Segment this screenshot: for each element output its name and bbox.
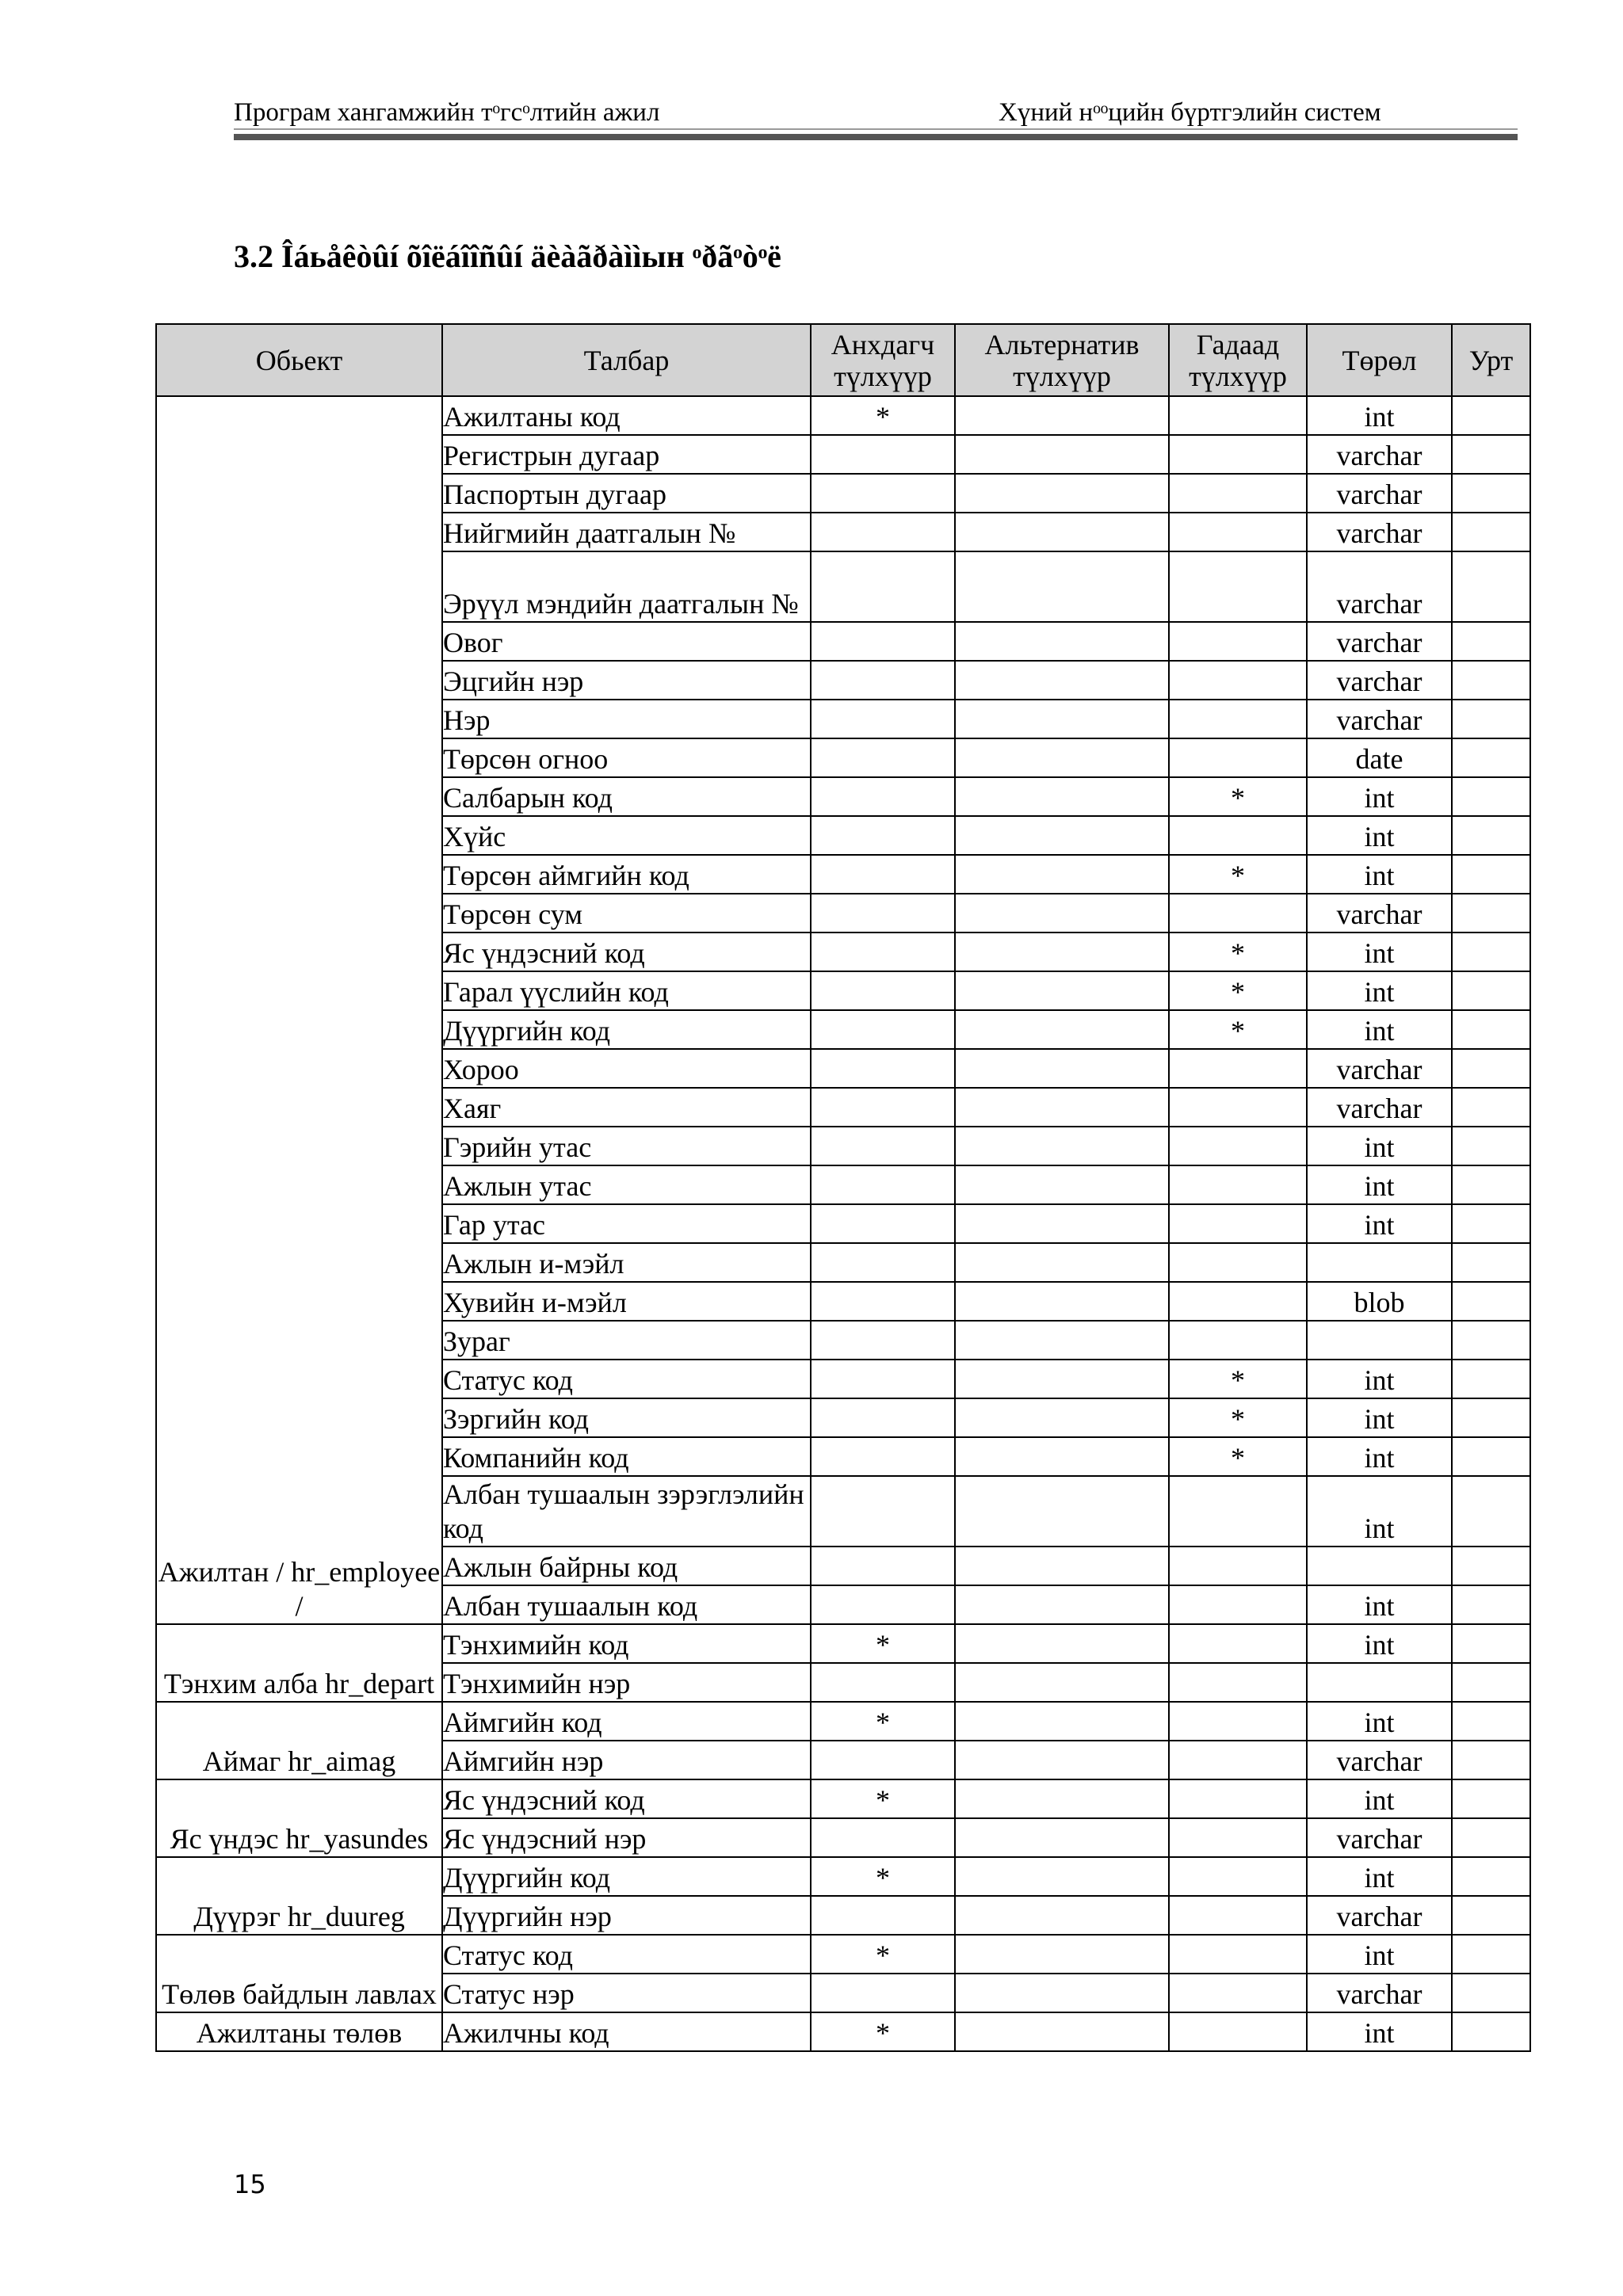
header-rule-thick <box>234 134 1518 140</box>
type-cell: varchar <box>1307 894 1452 933</box>
type-cell: varchar <box>1307 513 1452 551</box>
primary-key-cell: * <box>811 1702 955 1741</box>
length-cell <box>1452 971 1530 1010</box>
type-cell: int <box>1307 1165 1452 1204</box>
length-cell <box>1452 551 1530 622</box>
type-cell: varchar <box>1307 435 1452 474</box>
field-cell: Паспортын дугаар <box>442 474 811 513</box>
page-header <box>234 93 1518 132</box>
section-heading: 3.2 Îáьåêòûí õîëáîîñûí äèàãðàììын ᵒðãᵒòᵒë <box>234 238 781 274</box>
field-cell: Ажлын байрны код <box>442 1547 811 1585</box>
foreign-key-cell <box>1169 1702 1307 1741</box>
alternate-key-cell <box>955 971 1169 1010</box>
foreign-key-cell <box>1169 1663 1307 1702</box>
primary-key-cell <box>811 1243 955 1282</box>
type-cell: int <box>1307 1127 1452 1165</box>
foreign-key-cell: * <box>1169 1010 1307 1049</box>
type-cell: int <box>1307 1779 1452 1818</box>
type-cell: varchar <box>1307 1896 1452 1935</box>
type-cell: varchar <box>1307 1088 1452 1127</box>
header-left-title: Програм хангамжийн тᵒгсᵒлтийн ажил <box>234 98 660 127</box>
length-cell <box>1452 1779 1530 1818</box>
length-cell <box>1452 1282 1530 1321</box>
primary-key-cell <box>811 1585 955 1624</box>
length-cell <box>1452 1935 1530 1974</box>
object-cell: Тэнхим алба hr_depart <box>156 1624 442 1702</box>
length-cell <box>1452 1398 1530 1437</box>
primary-key-cell <box>811 1398 955 1437</box>
alternate-key-cell <box>955 1321 1169 1360</box>
field-cell: Яс үндэсний нэр <box>442 1818 811 1857</box>
field-cell: Дүүргийн код <box>442 1010 811 1049</box>
field-cell: Ажилтаны код <box>442 396 811 435</box>
field-cell: Ажлын и-мэйл <box>442 1243 811 1282</box>
primary-key-cell <box>811 700 955 738</box>
primary-key-cell <box>811 1476 955 1547</box>
field-cell: Тэнхимийн нэр <box>442 1663 811 1702</box>
foreign-key-cell <box>1169 1476 1307 1547</box>
length-cell <box>1452 1547 1530 1585</box>
foreign-key-cell <box>1169 1585 1307 1624</box>
type-cell: varchar <box>1307 622 1452 661</box>
alternate-key-cell <box>955 474 1169 513</box>
type-cell: int <box>1307 1935 1452 1974</box>
field-cell: Хувийн и-мэйл <box>442 1282 811 1321</box>
header-row <box>156 324 1530 396</box>
foreign-key-cell <box>1169 1741 1307 1779</box>
type-cell: int <box>1307 1476 1452 1547</box>
alternate-key-cell <box>955 435 1169 474</box>
col-header-object: Обьект <box>156 324 442 396</box>
object-cell: Ажилтан / hr_employee / <box>156 396 442 1624</box>
type-cell: int <box>1307 933 1452 971</box>
foreign-key-cell <box>1169 435 1307 474</box>
field-cell: Зэргийн код <box>442 1398 811 1437</box>
primary-key-cell <box>811 622 955 661</box>
alternate-key-cell <box>955 1585 1169 1624</box>
col-header-alternate-key: Альтернатив түлхүүр <box>955 324 1169 396</box>
primary-key-cell <box>811 933 955 971</box>
type-cell <box>1307 1663 1452 1702</box>
length-cell <box>1452 1896 1530 1935</box>
alternate-key-cell <box>955 1127 1169 1165</box>
alternate-key-cell <box>955 1935 1169 1974</box>
foreign-key-cell <box>1169 2012 1307 2051</box>
foreign-key-cell <box>1169 738 1307 777</box>
field-cell: Ажлын утас <box>442 1165 811 1204</box>
length-cell <box>1452 1088 1530 1127</box>
alternate-key-cell <box>955 1547 1169 1585</box>
alternate-key-cell <box>955 855 1169 894</box>
alternate-key-cell <box>955 1360 1169 1398</box>
length-cell <box>1452 1663 1530 1702</box>
foreign-key-cell: * <box>1169 971 1307 1010</box>
field-cell: Дүүргийн нэр <box>442 1896 811 1935</box>
primary-key-cell: * <box>811 1857 955 1896</box>
table-row <box>156 1779 1530 1818</box>
field-cell: Компанийн код <box>442 1437 811 1476</box>
length-cell <box>1452 1321 1530 1360</box>
length-cell <box>1452 1127 1530 1165</box>
alternate-key-cell <box>955 661 1169 700</box>
foreign-key-cell: * <box>1169 855 1307 894</box>
alternate-key-cell <box>955 1857 1169 1896</box>
type-cell: int <box>1307 1437 1452 1476</box>
type-cell: int <box>1307 1585 1452 1624</box>
primary-key-cell <box>811 894 955 933</box>
primary-key-cell: * <box>811 1935 955 1974</box>
alternate-key-cell <box>955 1974 1169 2012</box>
alternate-key-cell <box>955 1437 1169 1476</box>
alternate-key-cell <box>955 933 1169 971</box>
type-cell: blob <box>1307 1282 1452 1321</box>
alternate-key-cell <box>955 396 1169 435</box>
field-cell: Гэрийн утас <box>442 1127 811 1165</box>
type-cell: int <box>1307 2012 1452 2051</box>
primary-key-cell <box>811 971 955 1010</box>
length-cell <box>1452 396 1530 435</box>
length-cell <box>1452 738 1530 777</box>
foreign-key-cell: * <box>1169 777 1307 816</box>
alternate-key-cell <box>955 738 1169 777</box>
field-cell: Эцгийн нэр <box>442 661 811 700</box>
primary-key-cell <box>811 1049 955 1088</box>
foreign-key-cell <box>1169 1818 1307 1857</box>
field-cell: Хороо <box>442 1049 811 1088</box>
primary-key-cell <box>811 1165 955 1204</box>
field-cell: Төрсөн сум <box>442 894 811 933</box>
primary-key-cell <box>811 1974 955 2012</box>
foreign-key-cell <box>1169 474 1307 513</box>
alternate-key-cell <box>955 1476 1169 1547</box>
length-cell <box>1452 1243 1530 1282</box>
foreign-key-cell <box>1169 1779 1307 1818</box>
foreign-key-cell <box>1169 1204 1307 1243</box>
header-right-title: Хүний нᵒᵒцийн бүртгэлийн систем <box>999 98 1381 127</box>
length-cell <box>1452 1476 1530 1547</box>
alternate-key-cell <box>955 1398 1169 1437</box>
foreign-key-cell <box>1169 513 1307 551</box>
primary-key-cell <box>811 661 955 700</box>
type-cell: int <box>1307 816 1452 855</box>
length-cell <box>1452 1741 1530 1779</box>
type-cell: varchar <box>1307 1741 1452 1779</box>
foreign-key-cell <box>1169 396 1307 435</box>
foreign-key-cell <box>1169 816 1307 855</box>
field-cell: Эрүүл мэндийн даатгалын № <box>442 551 811 622</box>
col-header-primary-key: Анхдагч түлхүүр <box>811 324 955 396</box>
object-cell: Ажилтаны төлөв <box>156 2012 442 2051</box>
foreign-key-cell: * <box>1169 1437 1307 1476</box>
alternate-key-cell <box>955 551 1169 622</box>
type-cell: int <box>1307 971 1452 1010</box>
type-cell: varchar <box>1307 551 1452 622</box>
primary-key-cell <box>811 1663 955 1702</box>
alternate-key-cell <box>955 1049 1169 1088</box>
field-cell: Овог <box>442 622 811 661</box>
type-cell <box>1307 1321 1452 1360</box>
primary-key-cell <box>811 513 955 551</box>
type-cell: int <box>1307 1360 1452 1398</box>
type-cell: varchar <box>1307 1818 1452 1857</box>
field-cell: Нийгмийн даатгалын № <box>442 513 811 551</box>
table-row <box>156 1857 1530 1896</box>
type-cell <box>1307 1547 1452 1585</box>
length-cell <box>1452 816 1530 855</box>
alternate-key-cell <box>955 1741 1169 1779</box>
primary-key-cell <box>811 1088 955 1127</box>
col-header-field: Талбар <box>442 324 811 396</box>
type-cell: date <box>1307 738 1452 777</box>
alternate-key-cell <box>955 1282 1169 1321</box>
length-cell <box>1452 933 1530 971</box>
primary-key-cell <box>811 1896 955 1935</box>
field-cell: Яс үндэсний код <box>442 933 811 971</box>
length-cell <box>1452 855 1530 894</box>
primary-key-cell <box>811 1818 955 1857</box>
type-cell: int <box>1307 1010 1452 1049</box>
page-number: 15 <box>234 2169 266 2199</box>
length-cell <box>1452 777 1530 816</box>
length-cell <box>1452 1010 1530 1049</box>
length-cell <box>1452 1818 1530 1857</box>
field-cell: Салбарын код <box>442 777 811 816</box>
field-cell: Хаяг <box>442 1088 811 1127</box>
foreign-key-cell <box>1169 622 1307 661</box>
object-cell: Яс үндэс hr_yasundes <box>156 1779 442 1857</box>
col-header-foreign-key: Гадаад түлхүүр <box>1169 324 1307 396</box>
foreign-key-cell <box>1169 1165 1307 1204</box>
field-cell: Ажилчны код <box>442 2012 811 2051</box>
foreign-key-cell <box>1169 1935 1307 1974</box>
primary-key-cell <box>811 1321 955 1360</box>
primary-key-cell: * <box>811 396 955 435</box>
length-cell <box>1452 661 1530 700</box>
alternate-key-cell <box>955 894 1169 933</box>
foreign-key-cell <box>1169 661 1307 700</box>
type-cell: int <box>1307 1857 1452 1896</box>
type-cell: varchar <box>1307 1974 1452 2012</box>
primary-key-cell <box>811 777 955 816</box>
col-header-length: Урт <box>1452 324 1530 396</box>
length-cell <box>1452 1974 1530 2012</box>
field-cell: Статус код <box>442 1935 811 1974</box>
length-cell <box>1452 2012 1530 2051</box>
foreign-key-cell <box>1169 894 1307 933</box>
length-cell <box>1452 474 1530 513</box>
table-row <box>156 396 1530 435</box>
length-cell <box>1452 1049 1530 1088</box>
field-cell: Статус код <box>442 1360 811 1398</box>
header-rule-thin <box>234 128 1518 130</box>
type-cell <box>1307 1243 1452 1282</box>
alternate-key-cell <box>955 1663 1169 1702</box>
alternate-key-cell <box>955 1779 1169 1818</box>
field-cell: Хүйс <box>442 816 811 855</box>
object-cell: Төлөв байдлын лавлах <box>156 1935 442 2012</box>
field-cell: Статус нэр <box>442 1974 811 2012</box>
alternate-key-cell <box>955 1088 1169 1127</box>
primary-key-cell <box>811 1547 955 1585</box>
field-cell: Гар утас <box>442 1204 811 1243</box>
primary-key-cell <box>811 738 955 777</box>
primary-key-cell <box>811 1282 955 1321</box>
type-cell: varchar <box>1307 474 1452 513</box>
length-cell <box>1452 1360 1530 1398</box>
type-cell: varchar <box>1307 661 1452 700</box>
field-cell: Дүүргийн код <box>442 1857 811 1896</box>
foreign-key-cell <box>1169 1321 1307 1360</box>
length-cell <box>1452 1702 1530 1741</box>
primary-key-cell <box>811 551 955 622</box>
alternate-key-cell <box>955 1243 1169 1282</box>
type-cell: int <box>1307 1204 1452 1243</box>
table-row <box>156 1624 1530 1663</box>
alternate-key-cell <box>955 1624 1169 1663</box>
field-cell: Зураг <box>442 1321 811 1360</box>
field-cell: Төрсөн огноо <box>442 738 811 777</box>
primary-key-cell <box>811 855 955 894</box>
field-cell: Албан тушаалын зэрэглэлийн код <box>442 1476 811 1547</box>
foreign-key-cell <box>1169 1857 1307 1896</box>
primary-key-cell: * <box>811 1624 955 1663</box>
type-cell: int <box>1307 855 1452 894</box>
foreign-key-cell <box>1169 1624 1307 1663</box>
length-cell <box>1452 1437 1530 1476</box>
field-cell: Регистрын дугаар <box>442 435 811 474</box>
length-cell <box>1452 435 1530 474</box>
foreign-key-cell: * <box>1169 1360 1307 1398</box>
primary-key-cell <box>811 474 955 513</box>
foreign-key-cell <box>1169 1088 1307 1127</box>
type-cell: int <box>1307 1702 1452 1741</box>
foreign-key-cell <box>1169 1282 1307 1321</box>
primary-key-cell <box>811 1010 955 1049</box>
alternate-key-cell <box>955 2012 1169 2051</box>
foreign-key-cell <box>1169 551 1307 622</box>
primary-key-cell <box>811 435 955 474</box>
field-cell: Аймгийн нэр <box>442 1741 811 1779</box>
type-cell: varchar <box>1307 700 1452 738</box>
length-cell <box>1452 1204 1530 1243</box>
length-cell <box>1452 894 1530 933</box>
table-row <box>156 1935 1530 1974</box>
field-cell: Яс үндэсний код <box>442 1779 811 1818</box>
field-cell: Тэнхимийн код <box>442 1624 811 1663</box>
field-cell: Нэр <box>442 700 811 738</box>
length-cell <box>1452 1624 1530 1663</box>
foreign-key-cell: * <box>1169 1398 1307 1437</box>
alternate-key-cell <box>955 816 1169 855</box>
length-cell <box>1452 700 1530 738</box>
primary-key-cell <box>811 1437 955 1476</box>
alternate-key-cell <box>955 1204 1169 1243</box>
type-cell: int <box>1307 1624 1452 1663</box>
alternate-key-cell <box>955 513 1169 551</box>
foreign-key-cell <box>1169 1127 1307 1165</box>
length-cell <box>1452 1585 1530 1624</box>
foreign-key-cell <box>1169 700 1307 738</box>
alternate-key-cell <box>955 1702 1169 1741</box>
alternate-key-cell <box>955 1165 1169 1204</box>
alternate-key-cell <box>955 622 1169 661</box>
length-cell <box>1452 1165 1530 1204</box>
primary-key-cell <box>811 1204 955 1243</box>
primary-key-cell: * <box>811 2012 955 2051</box>
alternate-key-cell <box>955 777 1169 816</box>
type-cell: varchar <box>1307 1049 1452 1088</box>
primary-key-cell <box>811 1741 955 1779</box>
foreign-key-cell <box>1169 1049 1307 1088</box>
schema-body <box>156 396 1530 2051</box>
type-cell: int <box>1307 777 1452 816</box>
primary-key-cell <box>811 1127 955 1165</box>
primary-key-cell <box>811 1360 955 1398</box>
field-cell: Төрсөн аймгийн код <box>442 855 811 894</box>
table-row <box>156 1702 1530 1741</box>
field-cell: Албан тушаалын код <box>442 1585 811 1624</box>
alternate-key-cell <box>955 1818 1169 1857</box>
table-row <box>156 2012 1530 2051</box>
alternate-key-cell <box>955 1896 1169 1935</box>
length-cell <box>1452 1857 1530 1896</box>
schema-table <box>155 323 1531 2052</box>
foreign-key-cell <box>1169 1547 1307 1585</box>
object-cell: Аймаг hr_aimag <box>156 1702 442 1779</box>
field-cell: Аймгийн код <box>442 1702 811 1741</box>
type-cell: int <box>1307 1398 1452 1437</box>
foreign-key-cell <box>1169 1243 1307 1282</box>
col-header-type: Төрөл <box>1307 324 1452 396</box>
primary-key-cell: * <box>811 1779 955 1818</box>
primary-key-cell <box>811 816 955 855</box>
foreign-key-cell <box>1169 1974 1307 2012</box>
object-cell: Дүүрэг hr_duureg <box>156 1857 442 1935</box>
length-cell <box>1452 513 1530 551</box>
length-cell <box>1452 622 1530 661</box>
foreign-key-cell <box>1169 1896 1307 1935</box>
alternate-key-cell <box>955 700 1169 738</box>
type-cell: int <box>1307 396 1452 435</box>
alternate-key-cell <box>955 1010 1169 1049</box>
field-cell: Гарал үүслийн код <box>442 971 811 1010</box>
foreign-key-cell: * <box>1169 933 1307 971</box>
